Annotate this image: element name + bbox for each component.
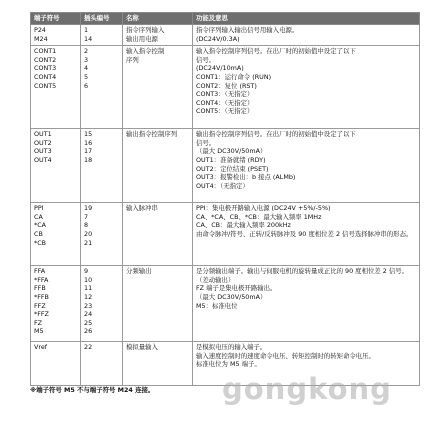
symbol: M5 (34, 327, 44, 336)
symbol: PPI (34, 204, 44, 213)
function-line: CONT5：（无指定） (196, 107, 254, 116)
pin: 1 (84, 26, 89, 34)
symbol-cell (31, 266, 81, 342)
symbol: CONT5 (34, 81, 57, 90)
function-line: OUT4：（无指定） (196, 181, 249, 190)
function-line: FZ 端子是集电极开路输出。 (196, 284, 277, 293)
function-cell (193, 203, 420, 266)
function-line: PPI：集电极开路输入电源 (DC24V +5%/-5%) (196, 204, 331, 213)
name-cell (123, 342, 193, 386)
symbol: CONT1 (34, 47, 57, 56)
pin: 22 (84, 343, 93, 352)
function-line: CA、CB：最大输入频率 200kHz (196, 221, 291, 230)
pin-cell (81, 203, 123, 266)
pin: 6 (84, 81, 89, 90)
function-line: 信号。 (196, 138, 216, 147)
symbol-cell (31, 129, 81, 203)
function-line: CONT3：（无指定） (196, 90, 254, 99)
function-cell (193, 46, 420, 129)
function-line: （最大 DC30V/50mA） (196, 292, 267, 301)
pin-cell (81, 342, 123, 386)
function-line: CONT2：复位 (RST) (196, 81, 257, 90)
symbol: OUT3 (34, 147, 52, 156)
symbol: FFZ (34, 301, 46, 310)
function-line: CONT4：（无指定） (196, 98, 254, 107)
function-line: 由命令脉冲/符号、正转/反转脉冲及 90 度相位差 2 信号选择脉冲串的形态。 (196, 229, 413, 238)
name-line: 序列 (126, 55, 139, 64)
pin: 26 (84, 327, 93, 336)
footnote: ※端子符号 M5 不与端子符号 M24 连接。 (30, 386, 155, 394)
name-cell (123, 266, 193, 342)
pin: 16 (84, 138, 93, 147)
function-line: 是模拟电压的输入端子。 (196, 343, 267, 352)
pin: 5 (84, 72, 89, 81)
symbol: OUT4 (34, 155, 52, 164)
symbol: Vref (34, 343, 48, 352)
symbol: CONT2 (34, 55, 57, 64)
pin: 3 (84, 55, 89, 64)
function-line: 指令序列输入输出信号用输入电源。 (196, 26, 299, 34)
function-line: OUT1：准备就绪 (RDY) (196, 155, 266, 164)
pin: 18 (84, 155, 93, 164)
pin: 24 (84, 310, 93, 319)
watermark: gongkong (222, 372, 392, 406)
pin-cell (81, 46, 123, 129)
name-cell (123, 129, 193, 203)
name-line: 输出指令控制序列 (126, 130, 178, 139)
function-line: CA、*CA、CB、*CB：最大输入频率 1MHz (196, 212, 322, 221)
pin: 20 (84, 229, 93, 238)
header-pin: 插头编号 (81, 13, 123, 25)
pin: 21 (84, 238, 93, 247)
symbol: CONT4 (34, 72, 57, 81)
symbol: M24 (34, 34, 48, 43)
symbol-cell (31, 342, 81, 386)
pin: 25 (84, 318, 93, 327)
function-line: CONT1：运行命令 (RUN) (196, 72, 272, 81)
function-line: OUT2：定位结束 (PSET) (196, 164, 269, 173)
symbol: *FFB (34, 292, 49, 301)
pin: 8 (84, 221, 89, 230)
symbol: FFB (34, 284, 46, 293)
symbol: CA (34, 212, 43, 221)
header-symbol: 端子符号 (31, 13, 81, 25)
symbol: *CB (34, 238, 47, 247)
pin: 2 (84, 47, 89, 56)
function-line: 标准电位为 M5 端子。 (196, 360, 261, 369)
table-row (31, 203, 420, 266)
symbol-cell (31, 203, 81, 266)
header-name: 名称 (123, 13, 193, 25)
function-cell (193, 129, 420, 203)
function-line: 输入速度控制时的速度命令电压、转矩控制时的转矩命令电压。 (196, 351, 375, 360)
function-line: (DC24V/10mA) (196, 64, 244, 73)
function-line: OUT3：报警检出：b 接点 (ALMb) (196, 173, 296, 182)
pin: 10 (84, 275, 93, 284)
pin-cell (81, 25, 123, 46)
function-line: 是分频输出端子。输出与伺服电机的旋转量成正比的 90 度相位差 2 信号。（差动输出） (196, 267, 409, 284)
function-cell (193, 25, 420, 46)
name-cell (123, 46, 193, 129)
symbol-cell (31, 46, 81, 129)
function-line: M5：标准电位 (196, 301, 238, 310)
symbol: CONT3 (34, 64, 57, 73)
pin: 15 (84, 130, 93, 139)
symbol: *FFA (34, 275, 49, 284)
name-cell (123, 25, 193, 46)
symbol: *FFZ (34, 310, 49, 319)
symbol: CB (34, 229, 43, 238)
symbol: OUT2 (34, 138, 52, 147)
name-line: 分频输出 (126, 267, 152, 276)
table-row (31, 25, 420, 46)
symbol: FZ (34, 318, 43, 327)
table-row (31, 266, 420, 342)
pin: 12 (84, 292, 93, 301)
name-line: 输入脉冲串 (126, 204, 158, 213)
name-line: 模拟量输入 (126, 343, 158, 352)
symbol: FFA (34, 267, 46, 276)
name-cell (123, 203, 193, 266)
symbol: OUT1 (34, 130, 52, 139)
table-row (31, 46, 420, 129)
pin: 4 (84, 64, 89, 73)
symbol: *CA (34, 221, 47, 230)
pin-cell (81, 266, 123, 342)
function-line: 输入指令控制序列信号。在出厂时的初始值中设定了以下 (196, 47, 356, 56)
table-header-row (31, 13, 420, 25)
pin: 23 (84, 301, 93, 310)
name-line: 输入指令控制 (126, 47, 165, 56)
name-line: 指令序列输入 (126, 26, 165, 34)
pin: 7 (84, 212, 89, 221)
table-row (31, 129, 420, 203)
symbol: P24 (34, 26, 46, 34)
terminal-table (30, 12, 420, 386)
pin: 19 (84, 204, 93, 213)
name-line: 输出用电源 (126, 34, 158, 43)
pin: 17 (84, 147, 93, 156)
pin: 9 (84, 267, 89, 276)
pin: 11 (84, 284, 93, 293)
header-function: 功能及意思 (193, 13, 420, 25)
function-line: （最大 DC30V/50mA） (196, 147, 267, 156)
function-line: (DC24V/0.3A) (196, 34, 240, 43)
function-line: 输出指令控制序列信号。在出厂时的初始值中设定了以下 (196, 130, 356, 139)
pin: 14 (84, 34, 93, 43)
pin-cell (81, 129, 123, 203)
function-line: 信号。 (196, 55, 216, 64)
symbol-cell (31, 25, 81, 46)
function-cell (193, 266, 420, 342)
